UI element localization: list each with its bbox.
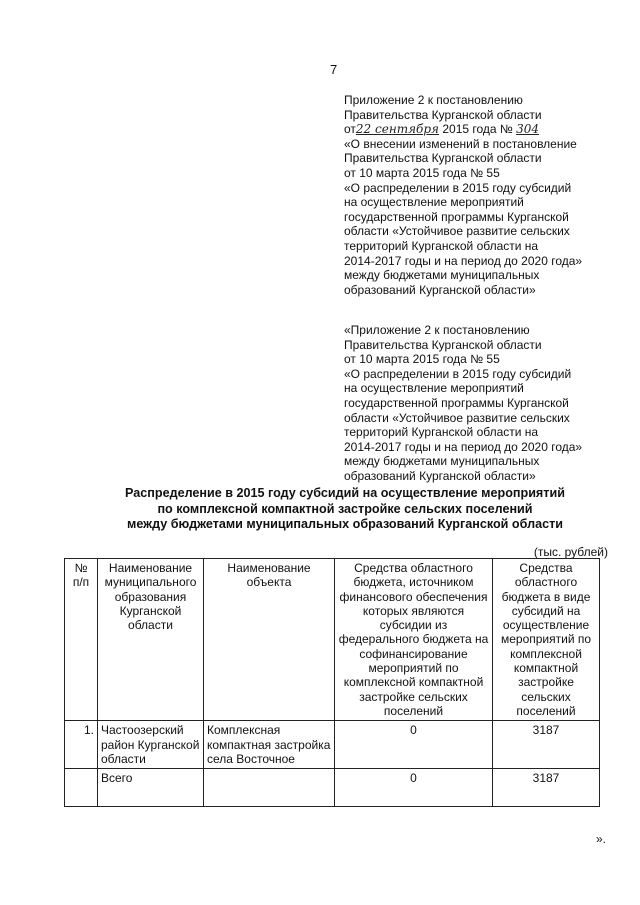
annex-line: Приложение 2 к постановлению — [344, 93, 523, 107]
annex-line: Правительства Курганской области — [344, 337, 542, 352]
annex-line: «О распределении в 2015 году субсидий — [344, 180, 572, 195]
distribution-table — [64, 558, 600, 807]
total-federal-value: 0 — [335, 769, 493, 807]
annex-date-prefix: от — [344, 122, 356, 137]
title-line: по комплексной компактной застройке сельских поселений — [157, 501, 533, 516]
total-label: Всего — [98, 769, 204, 807]
total-object-empty — [204, 769, 335, 807]
annex-date-middle: 2015 года № — [442, 122, 513, 137]
annex-line: области «Устойчивое развитие сельских — [344, 224, 570, 239]
header-regional-funds: Средства областного бюджета в виде субсидий на осуществление мероприятий по комплексной компактной застройке сельских поселений — [493, 559, 600, 721]
header-municipality: Наименование муниципального образования Курганской области — [98, 559, 204, 721]
annex-line: образований Курганской области» — [344, 282, 536, 297]
annex-line: Правительства Курганской области — [344, 107, 542, 122]
annex-line: «О распределении в 2015 году субсидий — [344, 366, 572, 381]
annex-line: от 10 марта 2015 года № 55 — [344, 165, 500, 180]
row-federal-value: 0 — [335, 721, 493, 769]
header-object: Наименование объекта — [204, 559, 335, 721]
total-num-empty — [65, 769, 98, 807]
table-header-row — [65, 559, 600, 721]
annex-line: государственной программы Курганской — [344, 209, 569, 224]
annex-line: территорий Курганской области на — [344, 425, 539, 440]
annex-header-original — [344, 323, 614, 484]
annex-header-amendment — [344, 93, 614, 297]
annex-line: между бюджетами муниципальных — [344, 268, 540, 283]
total-regional-value: 3187 — [493, 769, 600, 807]
units-label: (тыс. рублей) — [533, 545, 608, 559]
handwritten-date: 22 сентября — [355, 122, 439, 137]
handwritten-number: 304 — [516, 122, 540, 137]
annex-line: области «Устойчивое развитие сельских — [344, 410, 570, 425]
document-title — [60, 486, 630, 533]
annex-line: от 10 марта 2015 года № 55 — [344, 352, 500, 367]
annex-line: между бюджетами муниципальных — [344, 454, 540, 469]
annex-line: государственной программы Курганской — [344, 395, 569, 410]
annex-date-line — [344, 122, 614, 137]
page-number: 7 — [330, 62, 338, 77]
header-federal-funds: Средства областного бюджета, источником финансового обеспечения которых являются субсидии из федерального бюджета на софинансирование мероприятий по комплексной компактной застройке сельских поселений — [335, 559, 493, 721]
annex-line: Правительства Курганской области — [344, 151, 542, 166]
row-regional-value: 3187 — [493, 721, 600, 769]
closing-quote-mark: ». — [596, 832, 607, 846]
annex-line: «О внесении изменений в постановление — [344, 136, 577, 151]
annex-line: территорий Курганской области на — [344, 238, 539, 253]
annex-line: на осуществление мероприятий — [344, 381, 524, 396]
table-total-row — [65, 769, 600, 807]
annex-line: 2014-2017 годы и на период до 2020 года» — [344, 439, 583, 454]
title-line: Распределение в 2015 году субсидий на осуществление мероприятий — [125, 486, 565, 500]
header-num: № п/п — [65, 559, 98, 721]
row-municipality: Частоозерский район Курганской области — [98, 721, 204, 769]
annex-line: «Приложение 2 к постановлению — [344, 323, 530, 337]
annex-line: образований Курганской области» — [344, 468, 536, 483]
table-row — [65, 721, 600, 769]
row-num: 1. — [65, 721, 98, 769]
title-line: между бюджетами муниципальных образований Курганской области — [127, 517, 563, 532]
row-object: Комплексная компактная застройка села Восточное — [204, 721, 335, 769]
annex-line: 2014-2017 годы и на период до 2020 года» — [344, 253, 583, 268]
annex-line: на осуществление мероприятий — [344, 195, 524, 210]
